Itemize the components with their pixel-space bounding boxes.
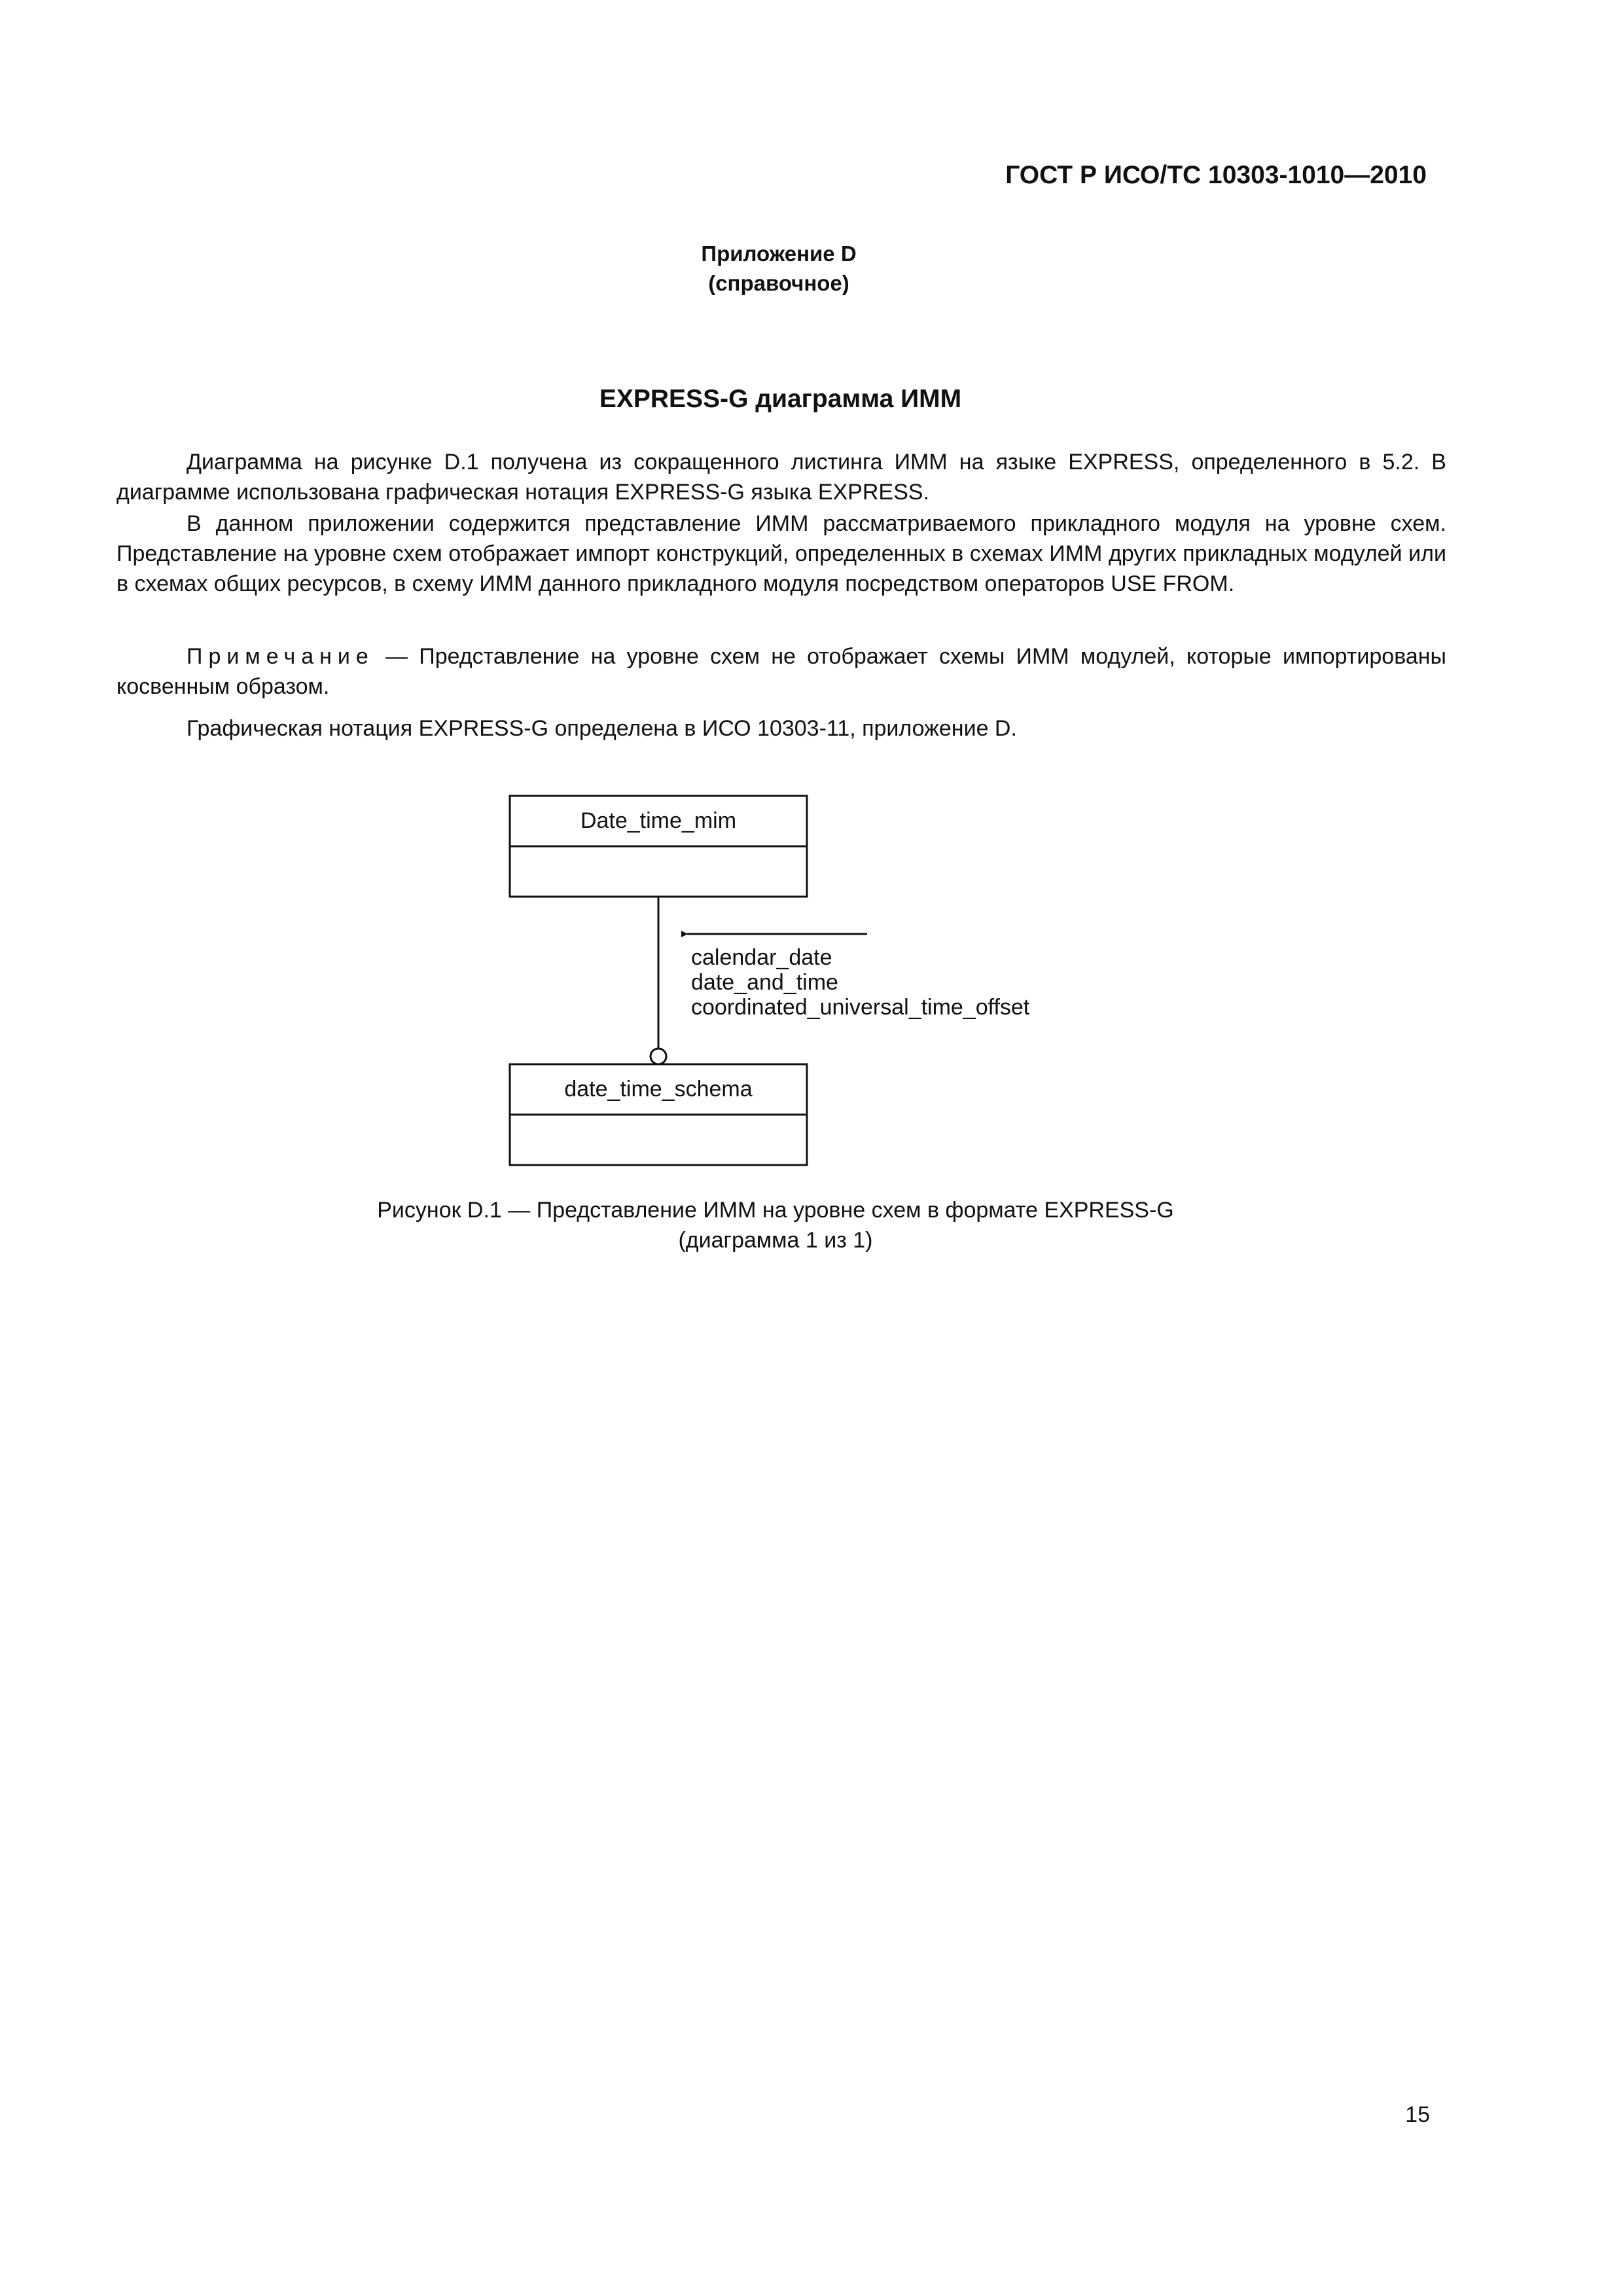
figure-caption: Рисунок D.1 — Представление ИММ на уровне схем в формате EXPRESS-G: [377, 1198, 1174, 1223]
note-text: — Представление на уровне схем не отображает схемы ИММ модулей, которые импортированы косвенным образом.: [116, 644, 1446, 699]
figure-caption-subtitle: (диаграмма 1 из 1): [678, 1228, 873, 1253]
schema-box-date-time-schema: [510, 1064, 807, 1165]
note-label: Примечание: [187, 644, 374, 669]
schema-label-date-time-mim: Date_time_mim: [580, 808, 737, 833]
paragraph-1-text: Диаграмма на рисунке D.1 получена из сокращенного листинга ИММ на языке EXPRESS, определенного в 5.2. В диаграмме использована графическая нотация EXPRESS-G языка EXPRESS.: [116, 450, 1446, 505]
paragraph-3-text: Графическая нотация EXPRESS-G определена в ИСО 10303-11, приложение D.: [187, 716, 1017, 741]
schema-label-date-time-schema: date_time_schema: [564, 1077, 753, 1102]
appendix-title: Приложение D: [701, 242, 857, 266]
document-header: ГОСТ Р ИСО/ТС 10303-1010—2010: [1005, 161, 1427, 189]
imported-item: date_and_time: [691, 970, 838, 995]
paragraph-2-text: В данном приложении содержится представление ИММ рассматриваемого прикладного модуля на уровне схем. Представление на уровне схем отображает импорт конструкций, определенных в схемах ИММ других прикладных модулей или в схемах общих ресурсов, в схему ИММ данного прикладного модуля посредством операторов USE FROM.: [116, 511, 1446, 596]
section-title: EXPRESS-G диаграмма ИММ: [599, 385, 962, 413]
imported-item: calendar_date: [691, 945, 832, 970]
schema-connector-circle: [651, 1049, 666, 1064]
appendix-subtitle: (справочное): [708, 271, 849, 295]
page-number: 15: [1405, 2102, 1430, 2127]
schema-box-date-time-mim: [510, 796, 807, 897]
imported-item: coordinated_universal_time_offset: [691, 995, 1030, 1020]
